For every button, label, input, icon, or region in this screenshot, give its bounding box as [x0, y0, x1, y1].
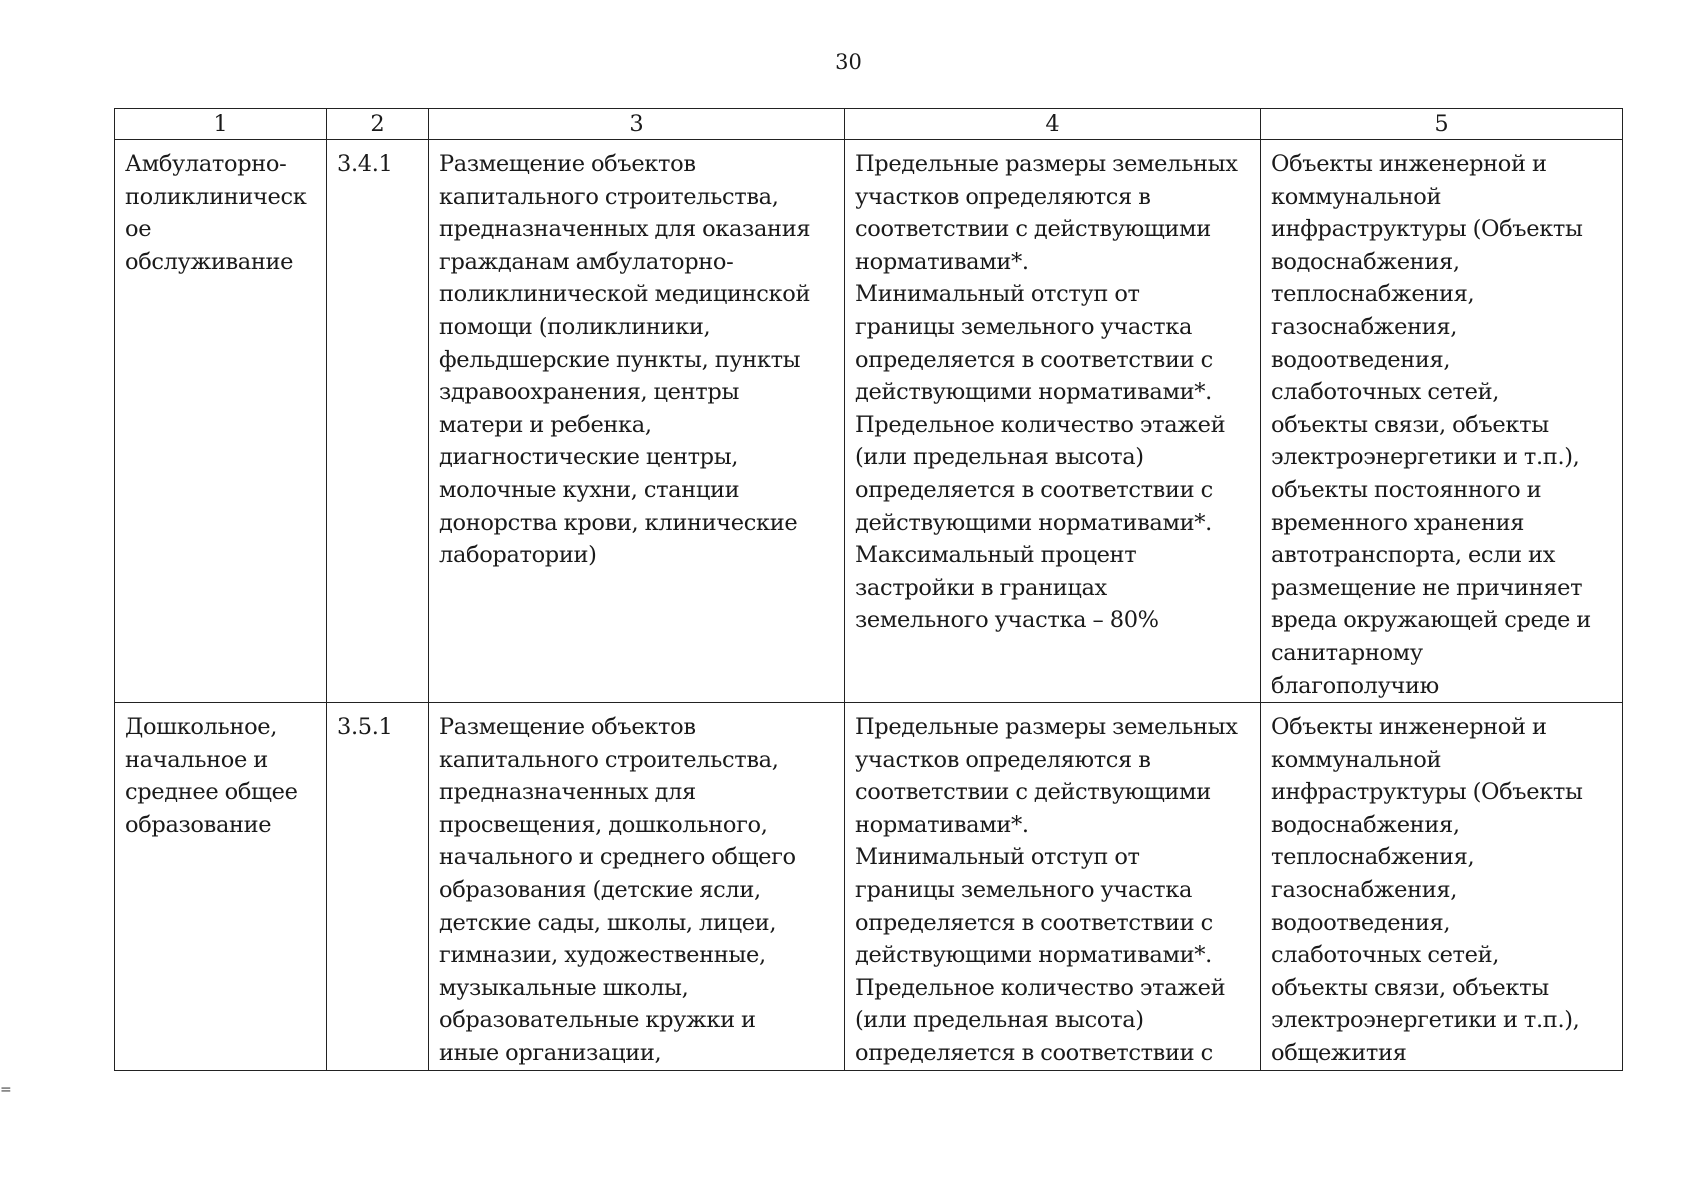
table-row [115, 703, 1623, 1071]
column-header-1: 1 [115, 109, 327, 140]
description-cell [429, 140, 845, 703]
use-code: 3.4.1 [337, 151, 393, 177]
table-row [115, 140, 1623, 703]
column-header-5: 5 [1261, 109, 1623, 140]
column-header-4: 4 [845, 109, 1261, 140]
use-code-cell [327, 140, 429, 703]
auxiliary-cell [1261, 703, 1623, 1071]
use-parameters: Предельные размеры земельных участков определяются в соответствии с действующими нормативами*. Минимальный отступ от границы земельного участка определяется в соответствии с действующими нормативами*. Предельное количество этажей (или предельная высота) определяется в соответствии с действующими нормативами*. Максимальный процент застройки в границах земельного участка – 80% [855, 151, 1238, 634]
parameters-cell [845, 140, 1261, 703]
use-type-name: Амбулаторно- поликлиническ ое обслуживание [125, 151, 307, 275]
margin-mark: = [0, 1082, 12, 1098]
header-row [115, 109, 1623, 140]
land-use-table [114, 108, 1623, 1071]
use-code-cell [327, 703, 429, 1071]
description-cell [429, 703, 845, 1071]
use-description: Размещение объектов капитального строительства, предназначенных для просвещения, дошкольного, начального и среднего общего образования (детские ясли, детские сады, школы, лицеи, гимназии, художественные, музыкальные школы, образовательные кружки и иные организации, [439, 714, 796, 1067]
auxiliary-cell [1261, 140, 1623, 703]
page-number: 30 [835, 50, 862, 74]
auxiliary-uses: Объекты инженерной и коммунальной инфраструктуры (Объекты водоснабжения, теплоснабжения, газоснабжения, водоотведения, слаботочных сетей, объекты связи, объекты электроэнергетики и т.п.), общежития [1271, 714, 1583, 1067]
column-header-2: 2 [327, 109, 429, 140]
use-type-name: Дошкольное, начальное и среднее общее образование [125, 714, 298, 838]
column-header-3: 3 [429, 109, 845, 140]
use-type-name-cell [115, 703, 327, 1071]
use-code: 3.5.1 [337, 714, 393, 741]
use-description: Размещение объектов капитального строительства, предназначенных для оказания гражданам амбулаторно- поликлинической медицинской помощи (поликлиники, фельдшерские пункты, пункты здравоохранения, центры матери и ребенка, диагностические центры, молочные кухни, станции донорства крови, клинические лаборатории) [439, 151, 811, 569]
use-type-name-cell [115, 140, 327, 703]
auxiliary-uses: Объекты инженерной и коммунальной инфраструктуры (Объекты водоснабжения, теплоснабжения, газоснабжения, водоотведения, слаботочных сетей, объекты связи, объекты электроэнергетики и т.п.), объекты постоянного и временного хранения автотранспорта, если их размещение не причиняет вреда окружающей среде и санитарному благополучию [1271, 151, 1591, 699]
use-parameters: Предельные размеры земельных участков определяются в соответствии с действующими нормативами*. Минимальный отступ от границы земельного участка определяется в соответствии с действующими нормативами*. Предельное количество этажей (или предельная высота) определяется в соответствии с [855, 714, 1238, 1067]
parameters-cell [845, 703, 1261, 1071]
